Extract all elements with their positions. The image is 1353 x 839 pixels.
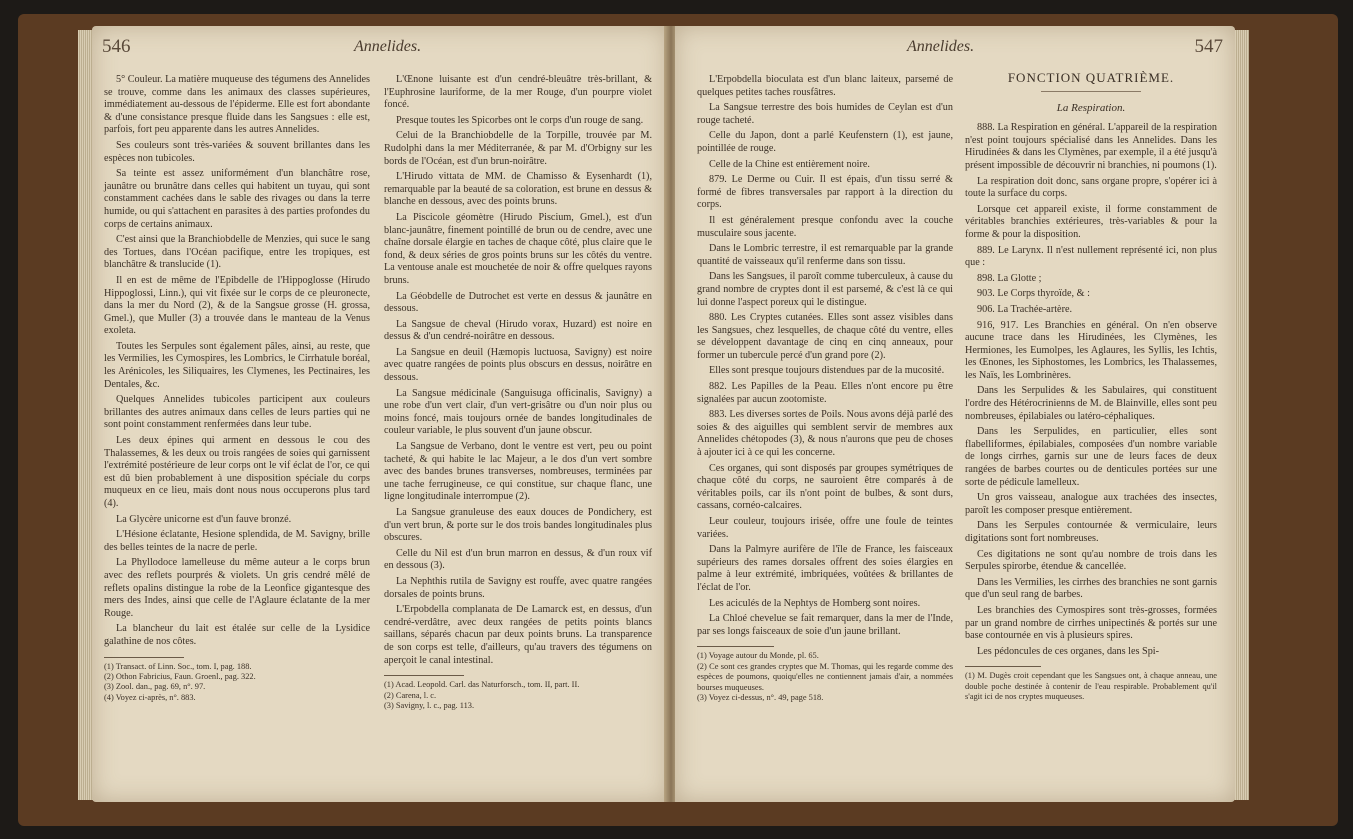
paragraph: La Sangsue terrestre des bois humides de Ceylan est d'un rouge tacheté.: [697, 102, 953, 126]
paragraph: La Sangsue de cheval (Hirudo vorax, Huzard) est noire en dessus & d'un cendré-noirâtre en dessous.: [384, 318, 652, 343]
paragraph: L'Erpobdella bioculata est d'un blanc laiteux, parsemé de quelques petites taches rousfâtres.: [697, 74, 953, 98]
paragraph: Lorsque cet appareil existe, il forme constamment de véritables branchies extérieures, très-variables & pour la forme & pour la disposition.: [965, 203, 1217, 240]
paragraph: Les pédoncules de ces organes, dans les Spi-: [977, 645, 1160, 657]
running-head: Annelides.: [354, 38, 422, 55]
footnote: (2) Carena, l. c.: [384, 690, 437, 700]
paragraph: Celle de la Chine est entièrement noire.: [709, 158, 870, 170]
paragraph: Dans le Lombric terrestre, il est remarquable par la grande quantité de vaisseaux qu'il renferme dans son tissu.: [697, 243, 953, 267]
footnote: (2) Othon Fabricius, Faun. Groenl., pag. 322.: [104, 671, 256, 681]
paragraph: L'Œnone luisante est d'un cendré-bleuâtre très-brillant, & l'Euphrosine lauriforme, de la mer Rouge, d'un pourpre violet foncé.: [384, 74, 652, 111]
paragraph: Dans les Serpules contournée & vermiculaire, leurs digitations sont fort nombreuses.: [965, 520, 1217, 544]
paragraph: Les deux épines qui arment en dessous le cou des Thalassemes, & les deux ou trois rangées de soies qui garnissent l'extrémité postérieure de leur corps ont le vif éclat de l'or, ce qui est dû bien probablement à une disposition spéciale du corps muqueux en ce lieu, mais dont nous nous occuperons plus tard (4).: [104, 435, 370, 509]
paragraph: 883. Les diverses sortes de Poils. Nous avons déjà parlé des soies & des aiguilles qui semblent servir de membres aux Annelides chétopodes (3), & nous n'aurons que peu de choses à ajouter ici à ce qui les concerne.: [697, 409, 953, 459]
paragraph: La Phyllodoce lamelleuse du même auteur a le corps brun avec des reflets pourprés & violets. Un gris cendré mêlé de reflets opalins distingue la robe de la Leonfice gigantesque des mers des Indes, ainsi que celle de l'Aglaure éclatante de la mer Rouge.: [104, 557, 370, 619]
paragraph: Quelques Annelides tubicoles participent aux couleurs brillantes des autres animaux dans celles de leurs parties qui ne sont point constamment renfermées dans leur tube.: [104, 394, 370, 431]
page-number: 546: [102, 36, 131, 57]
paragraph: Dans les Sangsues, il paroît comme tuberculeux, à cause du grand nombre de cryptes dont il est parsemé, & c'est là ce qui lui donne l'aspect poreux qui le distingue.: [697, 271, 953, 308]
paragraph: 898. La Glotte ;: [977, 272, 1042, 284]
footnote: (1) Voyage autour du Monde, pl. 65.: [697, 651, 819, 661]
paragraph: La Chloé chevelue se fait remarquer, dans la mer de l'Inde, par ses longs faisceaux de soie d'un jaune brillant.: [697, 613, 953, 637]
paragraph: Dans la Palmyre aurifère de l'île de France, les faisceaux supérieurs des rames dorsales offrent des soies élargies en palme à leur extrémité, imbriquées, voûtées & brillantes de l'éclat de l'or.: [697, 544, 953, 593]
chapter-title: FONCTION QUATRIÈME.: [1007, 70, 1175, 85]
paragraph: Les branchies des Cymospires sont très-grosses, formées par un grand nombre de cirrhes unipectinés & portés sur une base contournée en vis à plusieurs spires.: [965, 604, 1217, 642]
paragraph: Celle du Japon, dont a parlé Keufenstern (1), est jaune, pointillée de rouge.: [697, 130, 953, 154]
paragraph: Ses couleurs sont très-variées & souvent brillantes dans les espèces non tubicoles.: [104, 139, 370, 164]
paragraph: L'Hirudo vittata de MM. de Chamisso & Eysenhardt (1), remarquable par la beauté de sa coloration, est brune en dessus & blanche en dessous, avec des points bruns.: [384, 171, 652, 208]
footnotes: [965, 671, 1217, 702]
page-number: 547: [1194, 36, 1223, 57]
footnote: (3) Zool. dan., pag. 69, n°. 97.: [104, 682, 206, 692]
paragraph: 879. Le Derme ou Cuir. Il est épais, d'un tissu serré & formé de fibres transversales par rapport à la direction du corps.: [697, 174, 953, 211]
right-page: [675, 26, 1235, 802]
footnotes: [384, 680, 652, 711]
paragraph: 888. La Respiration en général. L'appareil de la respiration n'est point toujours spécialisé dans les Annelides. Dans les Hirudinées & dans les Clymènes, par exemple, il a été jusqu'à présent impossible de découvrir ni branchies, ni poumons (1).: [965, 122, 1217, 171]
footnotes: [104, 662, 370, 704]
paragraph: La Sangsue en deuil (Hæmopis luctuosa, Savigny) est noire avec quatre rangées de points plus obscurs en dessus, noirâtre en dessous.: [384, 346, 652, 384]
paragraph: Elles sont presque toujours distendues par de la mucosité.: [709, 365, 945, 377]
paragraph: La respiration doit donc, sans organe propre, s'opérer ici à toute la surface du corps.: [965, 175, 1217, 200]
paragraph: Ces digitations ne sont qu'au nombre de trois dans les Serpules spirorbe, étendue & cancellée.: [965, 548, 1217, 573]
paragraph: Dans les Serpulides & les Sabulaires, qui constituent l'ordre des Hétérocrinienns de M. de Blainville, elles sont peu nombreuses, épilabiales ou latéro-céphaliques.: [965, 385, 1217, 422]
chapter-subtitle: La Respiration.: [1056, 101, 1126, 114]
paragraph: Leur couleur, toujours irisée, offre une foule de teintes variées.: [697, 516, 953, 540]
paragraph: La Sangsue médicinale (Sanguisuga officinalis, Savigny) a une robe d'un vert clair, d'un vert-grisâtre ou d'un noir plus ou moins foncé, mais toujours ornée de bandes longitudinales de couleur variable, le plus souvent d'un jaune obscur.: [384, 387, 652, 437]
footnote: (1) M. Dugès croit cependant que les Sangsues ont, à chaque anneau, une double poche destinée à contenir de l'eau respirable. Probablement qu'il s'agit ici de nos cryptes muqueuses.: [965, 671, 1217, 702]
section-rule: [1041, 91, 1142, 92]
paragraph: Il est généralement presque confondu avec la couche musculaire sous jacente.: [697, 214, 953, 239]
running-head: Annelides.: [907, 38, 975, 55]
paragraph: La Sangsue granuleuse des eaux douces de Pondichery, est d'un vert brun, & porte sur le dos trois bandes longitudinales plus obscures.: [384, 507, 652, 544]
paragraph: La blancheur du lait est étalée sur celle de la Lysidice galathine de nos côtes.: [104, 623, 370, 647]
paragraph: C'est ainsi que la Branchiobdelle de Menzies, qui suce le sang des Tortues, dans l'Océan pacifique, entre les tropiques, est blanchâtre & translucide (1).: [104, 234, 370, 271]
footnote-rule: [697, 646, 774, 647]
footnote-rule: [965, 666, 1041, 667]
paragraph: La Sangsue de Verbano, dont le ventre est vert, peu ou point tacheté, & qui habite le lac Majeur, a le dos d'un vert sombre avec des bandes brunes transverses, nombreuses, terminées par une tache ferrugineuse, ce qui constitue, sur chaque flanc, une ligne longitudinale interrompue (2).: [384, 441, 652, 503]
paragraph: Les aciculés de la Nephtys de Homberg sont noires.: [709, 597, 921, 609]
paragraph: Ces organes, qui sont disposés par groupes symétriques de chaque côté du corps, ne sauroient être comparés à de véritables poils, car ils n'ont point de bulbes, & sont durs, cassans, cornéo-calcaires.: [697, 462, 953, 512]
paragraph: 916, 917. Les Branchies en général. On n'en observe aucune trace dans les Hirudinées, les Clymènes, les Hermiones, les Eumolpes, les Aglaures, les Syllis, les Ichtis, les Œnones, les Siphostomes, les Lombrics, les Thalassemes, les Naïs, les Lombrinères.: [965, 319, 1217, 381]
paragraph: La Piscicole géomètre (Hirudo Piscium, Gmel.), est d'un blanc-jaunâtre, finement pointillé de brun ou de cendre, avec une chaîne dorsale élargie en taches de chaque côté, plus claire que le fond, & deux séries de gros points bruns sur les côtés du ventre. La ventouse anale est mouchetée de noir & offre quelques rayons bruns.: [384, 211, 652, 286]
paragraph: La Glycère unicorne est d'un fauve bronzé.: [116, 513, 292, 525]
text-column: [104, 74, 370, 703]
paragraph: 906. La Trachée-artère.: [977, 303, 1073, 315]
left-page: [92, 26, 667, 802]
paragraph: Sa teinte est assez uniformément d'un blanchâtre rose, jaunâtre ou brunâtre dans celles qui habitent un tuyau, qui sont constamment cachées dans le sable des rivages ou dans la terre humide, ou qui s'attachent en parasites à des parties profondes du corps de certains animaux.: [104, 168, 370, 230]
paragraph: Toutes les Serpules sont également pâles, ainsi, au reste, que les Vermilies, les Cymospires, les Lombrics, le Cirrhatule boréal, les Arénicoles, les Siliquaires, les Clymenes, les Pectinaires, les Dentales, &c.: [104, 340, 370, 390]
right-page-edge: [1233, 30, 1249, 800]
paragraph: 889. Le Larynx. Il n'est nullement représenté ici, non plus que :: [965, 244, 1217, 269]
text-column: [965, 72, 1217, 703]
paragraph: Il en est de même de l'Epibdelle de l'Hippoglosse (Hirudo Hippoglossi, Linn.), qui vit fixée sur le corps de ce pleuronecte, dans la mer du Nord (2), & de la Sangsue grosse (H. grossa, Gmel.), que Muller (3) a trouvée dans le manteau de la Venus exoleta.: [104, 274, 370, 337]
paragraph: 903. Le Corps thyroïde, & :: [977, 288, 1090, 300]
paragraph: Celui de la Branchiobdelle de la Torpille, trouvée par M. Rudolphi dans la mer Méditerranée, & par M. d'Orbigny sur les bords de l'Océan, est d'un brun-noirâtre.: [384, 130, 652, 167]
footnote-rule: [384, 675, 464, 676]
paragraph: 5° Couleur. La matière muqueuse des tégumens des Annelides se trouve, comme dans les animaux des classes supérieures, immédiatement au-dessous de l'épiderme. Elle est fort abondante & d'une consistance presque fluide dans les Sangsues : elle est, parfois, fort peu apparente dans les autres Annelides.: [104, 74, 370, 136]
paragraph: L'Hésione éclatante, Hesione splendida, de M. Savigny, brille des belles teintes de la nacre de perle.: [104, 529, 370, 553]
footnote: (3) Savigny, l. c., pag. 113.: [384, 700, 475, 710]
paragraph: Celle du Nil est d'un brun marron en dessus, & d'un roux vif en dessous (3).: [384, 547, 652, 572]
paragraph: L'Erpobdella complanata de De Lamarck est, en dessus, d'un cendré-verdâtre, avec deux rangées de petits points blancs saillans, séparés chacun par deux points bruns. La transparence de son corps est telle, d'ailleurs, qu'au travers des tégumens on aperçoit le canal intestinal.: [384, 604, 652, 666]
paragraph: Un gros vaisseau, analogue aux trachées des insectes, paroît les composer presque entièrement.: [965, 492, 1217, 516]
paragraph: Presque toutes les Spicorbes ont le corps d'un rouge de sang.: [396, 114, 644, 126]
paragraph: La Géobdelle de Dutrochet est verte en dessus & jaunâtre en dessous.: [384, 290, 652, 315]
paragraph: 882. Les Papilles de la Peau. Elles n'ont encore pu être signalées par aucun zootomiste.: [697, 381, 953, 405]
footnote: (2) Ce sont ces grandes cryptes que M. Thomas, qui les regarde comme des espèces de poumons, quoiqu'elles ne contiennent jamais d'air, a nommées bourses muqueuses.: [697, 661, 953, 692]
footnote-rule: [104, 657, 184, 658]
footnote: (3) Voyez ci-dessus, n°. 49, page 518.: [697, 692, 824, 702]
text-column: [384, 74, 652, 711]
paragraph: Dans les Serpulides, en particulier, elles sont flabelliformes, épilabiales, composées d'un nombre variable de longs cirrhes, garnis sur une de leurs faces de deux rangées de barbes courtes ou de denticules portées sur une sorte de pédicule lamelleux.: [965, 426, 1217, 488]
footnote: (4) Voyez ci-après, n°. 883.: [104, 692, 196, 702]
paragraph: La Nephthis rutila de Savigny est rouffe, avec quatre rangées dorsales de points bruns.: [384, 575, 652, 600]
paragraph: Dans les Vermilies, les cirrhes des branchies ne sont garnis que d'un seul rang de barbes.: [965, 576, 1217, 601]
footnote: (1) Transact. of Linn. Soc., tom. I, pag. 188.: [104, 661, 252, 671]
footnote: (1) Acad. Leopold. Carl. das Naturforsch., tom. II, part. II.: [384, 680, 580, 690]
paragraph: 880. Les Cryptes cutanées. Elles sont assez visibles dans les Sangsues, chez lesquelles, de chaque côté du ventre, elles se développent davantage de cinq en cinq anneaux, pour former un tubercule percé d'un grand pore (2).: [697, 312, 953, 361]
footnotes: [697, 651, 953, 703]
text-column: [697, 74, 953, 703]
